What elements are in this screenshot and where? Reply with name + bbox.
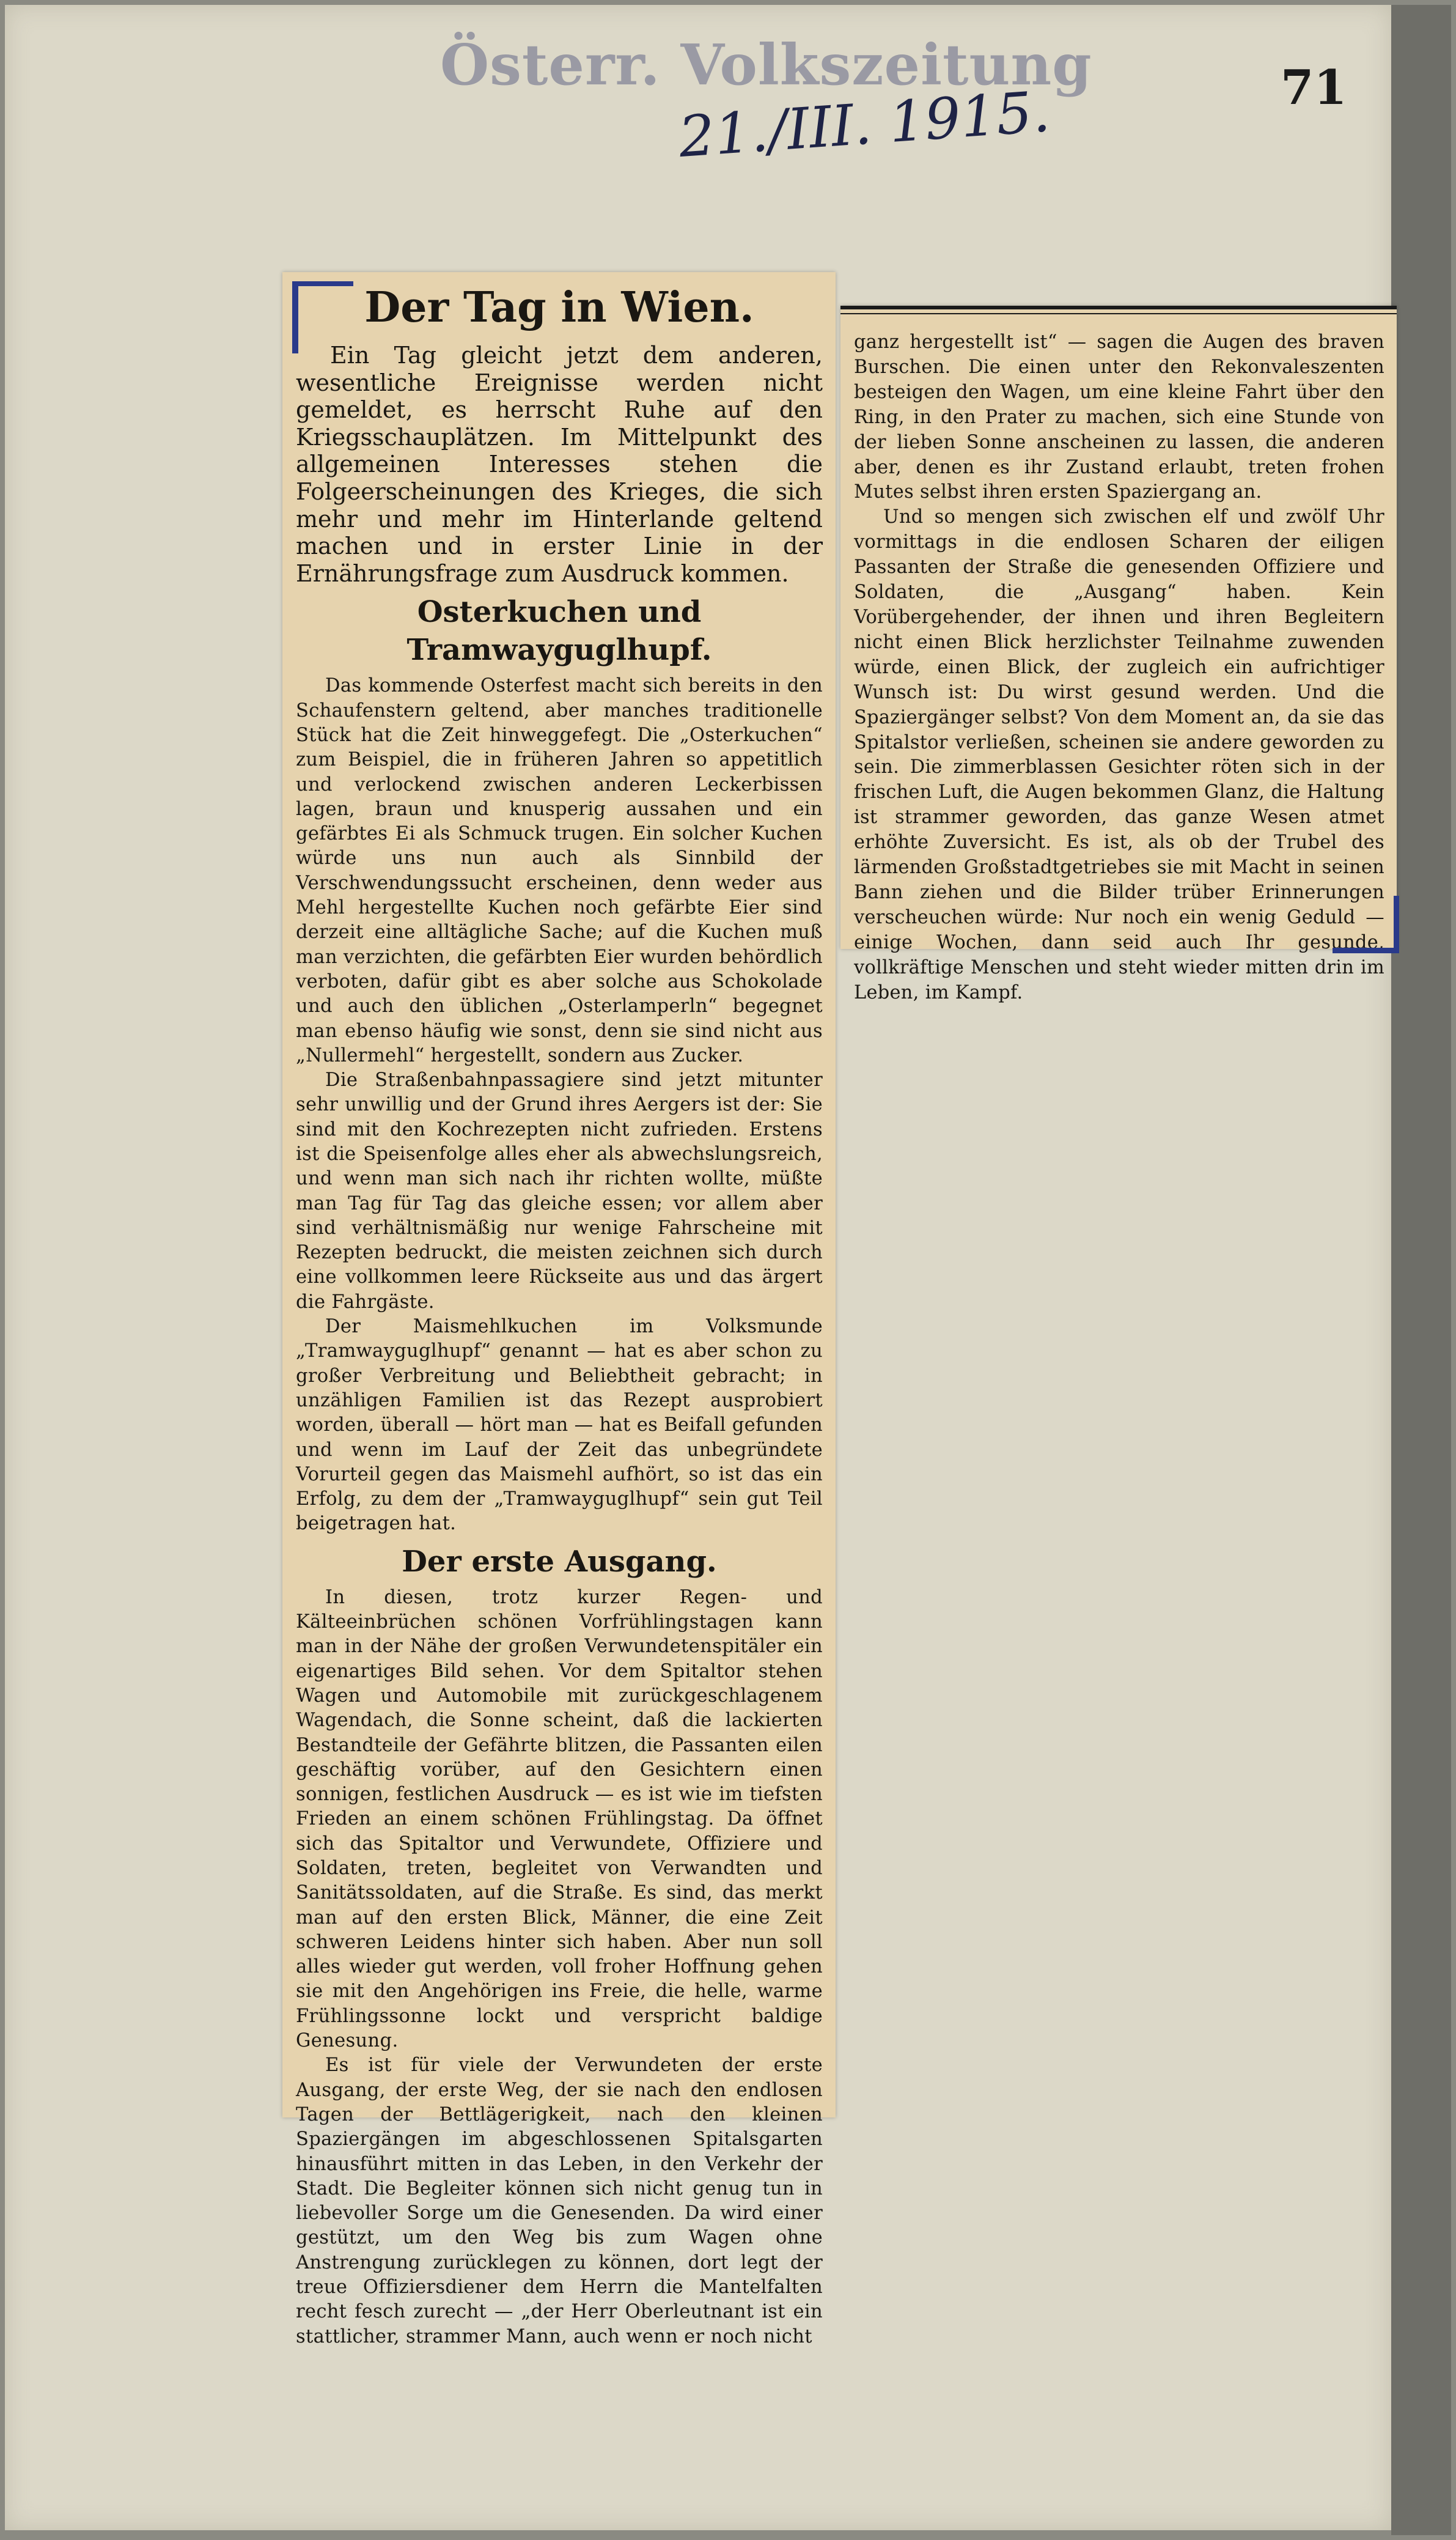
section-heading-erster-ausgang: Der erste Ausgang. [402,1544,717,1579]
article-lead: Ein Tag gleicht jetzt dem anderen, wesentliche Ereignisse werden nicht gemeldet, es herrscht Ruhe auf den Kriegsschauplätzen. Im Mittelpunkt des allgemeinen Interesses stehen die Folgeerscheinungen des Krieges, die sich mehr und mehr im Hinterlande geltend machen und in erster Linie in der Ernährungsfrage zum Ausdruck kommen. [296,342,823,587]
column-top-rule [840,306,1397,314]
sheet-shadow-edge [1391,5,1451,2535]
article-title: Der Tag in Wien. [364,283,754,332]
paragraph: Und so mengen sich zwischen elf und zwölf Uhr vormittags in die endlosen Scharen der eiligen Passanten der Straße die genesenden Offiziere und Soldaten, die „Ausgang“ haben. Kein Vorübergehender, der ihnen und ihren Begleitern nicht einen Blick herzlichster Teilnahme zuwenden würde, einen Blick, der zugleich ein aufrichtiger Wunsch ist: Du wirst gesund werden. Und die Spaziergänger selbst? Von dem Moment an, da sie das Spitalstor verließen, scheinen sie andere geworden zu sein. Die zimmerblassen Gesichter röten sich in der frischen Luft, die Augen bekommen Glanz, die Haltung ist strammer geworden, das ganze Wesen atmet erhöhte Zuversicht. Es ist, als ob der Trubel des lärmenden Großstadtgetriebes sie mit Macht in seinen Bann ziehen und die Bilder trüber Erinnerungen verscheuchen würde: Nur noch ein wenig Geduld — einige Wochen, dann seid auch Ihr gesunde, vollkräftige Menschen und steht wieder mitten drin im Leben, im Kampf. [854,506,1384,1003]
blue-pencil-bracket-end [1333,896,1399,953]
clipping-left-text [296,282,823,2347]
paragraph: ganz hergestellt ist“ — sagen die Augen des braven Burschen. Die einen unter den Rekonvaleszenten besteigen den Wagen, um eine kleine Fahrt über den Ring, in den Prater zu machen, sich eine Stunde von der lieben Sonne anscheinen zu lassen, die anderen aber, denen es ihr Zustand erlaubt, treten frohen Mutes selbst ihren ersten Spaziergang an. [854,331,1384,503]
page-number: 71 [1281,60,1347,116]
paragraph: Das kommende Osterfest macht sich bereits in den Schaufenstern geltend, aber manches traditionelle Stück hat die Zeit hinweggefegt. Die „Osterkuchen“ zum Beispiel, die in früheren Jahren so appetitlich und verlockend zwischen anderen Leckerbissen lagen, braun und knusperig aussahen und ein gefärbtes Ei als Schmuck trugen. Ein solcher Kuchen würde uns nun auch als Sinnbild der Verschwendungssucht erscheinen, denn weder aus Mehl hergestellte Kuchen noch gefärbte Eier sind derzeit eine alltägliche Sache; auf die Kuchen muß man verzichten, die gefärbten Eier wurden behördlich verboten, dafür gibt es aber solche aus Schokolade und auch den üblichen „Osterlamperln“ begegnet man ebenso häufig wie sonst, denn sie sind nicht aus „Nullermehl“ hergestellt, sondern aus Zucker. [296,675,823,1066]
newspaper-source-stamp: Österr. Volkszeitung [440,32,1092,98]
paragraph: Es ist für viele der Verwundeten der erste Ausgang, der erste Weg, der sie nach den endlosen Tagen der Bettlägerigkeit, nach den kleinen Spaziergängen im abgeschlossenen Spitalsgarten hinausführt mitten in das Leben, in den Verkehr der Stadt. Die Begleiter können sich nicht genug tun in liebevoller Sorge um die Genesenden. Da wird einer gestützt, um den Weg bis zum Wagen ohne Anstrengung zurücklegen zu können, dort legt der treue Offiziersdiener dem Herrn die Mantelfalten recht fesch zurecht — „der Herr Oberleutnant ist ein stattlicher, strammer Mann, auch wenn er noch nicht [296,2055,823,2347]
paragraph: Die Straßenbahnpassagiere sind jetzt mitunter sehr unwillig und der Grund ihres Aergers ist der: Sie sind mit den Kochrezepten nicht zufrieden. Erstens ist die Speisenfolge alles eher als abwechslungsreich, und wenn man sich nach ihr richten wollte, müßte man Tag für Tag das gleiche essen; vor allem aber sind verhältnismäßig nur wenige Fahrscheine mit Rezepten bedruckt, die meisten zeichnen sich durch eine vollkommen leere Rückseite aus und das ärgert die Fahrgäste. [296,1069,823,1313]
paragraph: Der Maismehlkuchen im Volksmunde „Tramwayguglhupf“ genannt — hat es aber schon zu großer Verbreitung und Beliebtheit gebracht; in unzähligen Familien ist das Rezept ausprobiert worden, überall — hört man — hat es Beifall gefunden und wenn im Lauf der Zeit das unbegründete Vorurteil gegen das Maismehl aufhört, so ist das ein Erfolg, zu dem der „Tramwayguglhupf“ sein gut Teil beigetragen hat. [296,1316,823,1535]
clipping-column-left [282,272,836,2347]
blue-pencil-bracket-start [292,281,353,353]
section-heading-osterkuchen: Osterkuchen und Tramwayguglhupf. [406,595,712,668]
paragraph: In diesen, trotz kurzer Regen- und Kälteeinbrüchen schönen Vorfrühlingstagen kann man in der Nähe der großen Verwundetenspitäler ein eigenartiges Bild sehen. Vor dem Spitaltor stehen Wagen und Automobile mit zurückgeschlagenem Wagendach, die Sonne scheint, daß die lackierten Bestandteile der Gefährte blitzen, die Passanten eilen geschäftig vorüber, auf den Gesichtern einen sonnigen, festlichen Ausdruck — es ist wie im tiefsten Frieden an einem schönen Frühlingstag. Da öffnet sich das Spitaltor und Verwundete, Offiziere und Soldaten, treten, begleitet von Verwandten und Sanitätssoldaten, auf die Straße. Es sind, das merkt man auf den ersten Blick, Männer, die eine Zeit schweren Leidens hinter sich haben. Aber nun soll alles wieder gut werden, voll froher Hoffnung gehen sie mit den Angehörigen ins Freie, die helle, warme Frühlingssonne lockt und verspricht baldige Genesung. [296,1586,823,2052]
clipping-column-right [840,306,1397,1003]
handwritten-date: 21./III. 1915. [677,78,1053,171]
clipping-right-text [854,330,1384,1003]
